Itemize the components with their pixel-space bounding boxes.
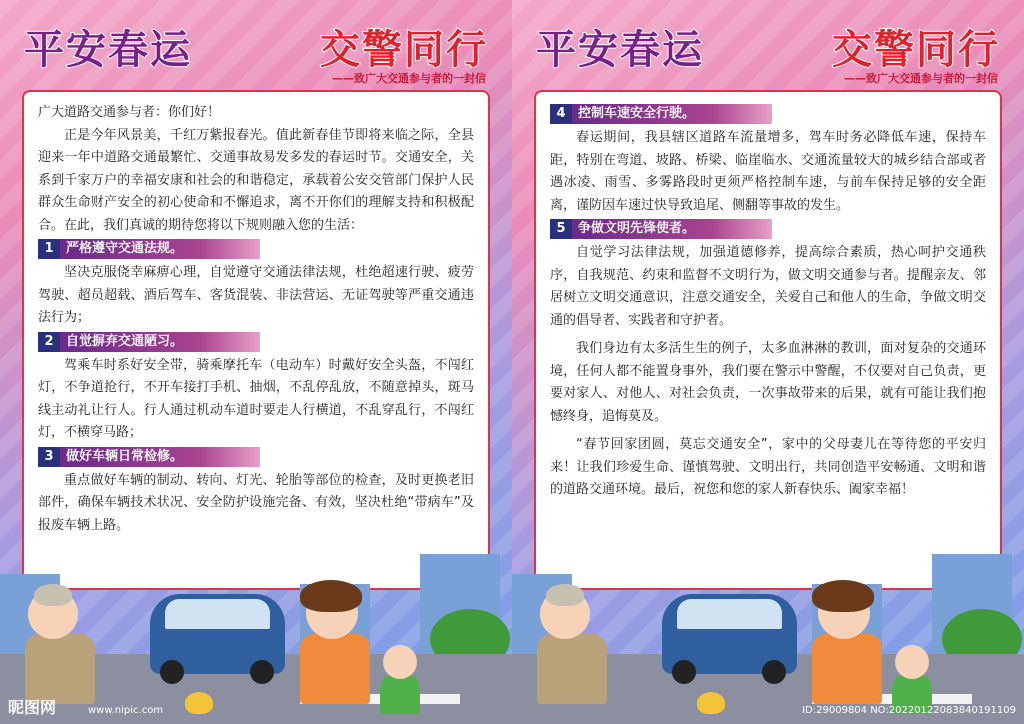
section-body: 驾乘车时系好安全带，骑乘摩托车（电动车）时戴好安全头盔，不闯红灯，不争道抢行，不开车接打手机、抽烟，不乱停乱放，不随意掉头，斑马线主动礼让行人。行人通过机动车道时要走人行横道，不乱穿乱行，不闯红灯，不横穿马路；: [38, 357, 474, 440]
watermark-logo: 昵图网: [8, 698, 57, 717]
duck: [185, 692, 213, 714]
wheel: [672, 660, 696, 684]
section-title: 自觉摒弃交通陋习。: [60, 332, 260, 352]
section-number: 5: [550, 219, 572, 239]
street-scene-illustration: [0, 554, 512, 724]
grandma-hair: [546, 584, 584, 606]
title-traffic-police: 交警同行: [320, 27, 488, 73]
grandma: [25, 634, 95, 704]
right-page: [512, 0, 1024, 724]
title-traffic-police: 交警同行: [832, 27, 1000, 73]
section-number: 2: [38, 332, 60, 352]
title-safe-spring-travel: 平安春运: [24, 27, 192, 73]
closing-paragraph: 我们身边有太多活生生的例子，太多血淋淋的教训，面对复杂的交通环境，任何人都不能置身事外，我们要在警示中警醒，不仅要对自己负责，更要对家人、对他人、对社会负责，一次事故带来的后果，就有可能让我们抱憾终身，追悔莫及。: [550, 341, 986, 424]
intro-paragraph: 正是今年风景美，千红万紫报春光。值此新春佳节即将来临之际，全县迎来一年中道路交通最繁忙、交通事故易发多发的春运时节。交通安全，关系到千家万户的幸福安康和社会的和谐稳定，承载着公安交管部门保护人民群众生命财产安全的初心使命和不懈追求，离不开你们的理解支持和积极配合。在此，我们真诚的期待您将以下规则融入您的生活：: [38, 127, 474, 233]
mother: [812, 634, 882, 704]
subtitle: ——致广大交通参与者的一封信: [844, 72, 998, 85]
crosswalk-stripe: [932, 694, 972, 704]
title-safe-spring-travel: 平安春运: [536, 27, 704, 73]
header: [20, 14, 492, 84]
duck: [697, 692, 725, 714]
car-windshield: [165, 599, 270, 629]
header: [532, 14, 1004, 84]
wheel: [250, 660, 274, 684]
car-windshield: [677, 599, 782, 629]
section-title: 严格遵守交通法规。: [60, 239, 260, 259]
grandma-hair: [34, 584, 72, 606]
section-heading: [38, 332, 474, 352]
letter-card: [22, 90, 490, 590]
section-heading: [550, 219, 986, 239]
letter-card: [534, 90, 1002, 590]
section-number: 1: [38, 239, 60, 259]
section-body: 坚决克服侥幸麻痹心理，自觉遵守交通法律法规，杜绝超速行驶、疲劳驾驶、超员超载、酒后驾车、客货混装、非法营运、无证驾驶等严重交通违法行为；: [38, 265, 474, 325]
child-head: [895, 645, 929, 679]
mother: [300, 634, 370, 704]
wheel: [160, 660, 184, 684]
section-title: 争做文明先锋使者。: [572, 219, 772, 239]
section-body: 自觉学习法律法规，加强道德修养，提高综合素质，热心呵护交通秩序，自我规范、约束和监督不文明行为，做文明交通参与者。提醒亲友、邻居树立文明交通意识，注意交通安全，关爱自己和他人的生命，争做文明交通的倡导者、实践者和守护者。: [550, 245, 986, 328]
child: [380, 674, 420, 714]
mother-hair: [812, 580, 874, 612]
section-title: 做好车辆日常检修。: [60, 447, 260, 467]
section-body: 重点做好车辆的制动、转向、灯光、轮胎等部位的检查，及时更换老旧部件，确保车辆技术状况、安全防护设施完备、有效，坚决杜绝“带病车”及报废车辆上路。: [38, 472, 474, 533]
section-number: 3: [38, 447, 60, 467]
section-title: 控制车速安全行驶。: [572, 104, 772, 124]
child-head: [383, 645, 417, 679]
section-heading: [38, 239, 474, 259]
greeting: 广大道路交通参与者：你们好！: [38, 105, 221, 120]
mother-hair: [300, 580, 362, 612]
crosswalk-stripe: [420, 694, 460, 704]
wheel: [762, 660, 786, 684]
closing-paragraph: “春节回家团圆，莫忘交通安全”，家中的父母妻儿在等待您的平安归来！让我们珍爱生命、谨慎驾驶、文明出行，共同创造平安畅通、文明和谐的道路交通环境。最后，祝您和您的家人新春快乐、阖家幸福！: [550, 437, 986, 497]
section-heading: [550, 104, 986, 124]
watermark-site: www.nipic.com: [88, 705, 164, 716]
street-scene-illustration: [512, 554, 1024, 724]
watermark-id: ID:29009804 NO:20220122083840191109: [802, 705, 1016, 716]
section-heading: [38, 447, 474, 467]
grandma: [537, 634, 607, 704]
subtitle: ——致广大交通参与者的一封信: [332, 72, 486, 85]
section-body: 春运期间，我县辖区道路车流量增多，驾车时务必降低车速，保持车距，特别在弯道、坡路、桥梁、临崖临水、交通流量较大的城乡结合部或者遇冰凌、雨雪、多雾路段时更须严格控制车速，与前车保持足够的安全距离，谨防因车速过快导致追尾、侧翻等事故的发生。: [550, 130, 986, 213]
section-number: 4: [550, 104, 572, 124]
